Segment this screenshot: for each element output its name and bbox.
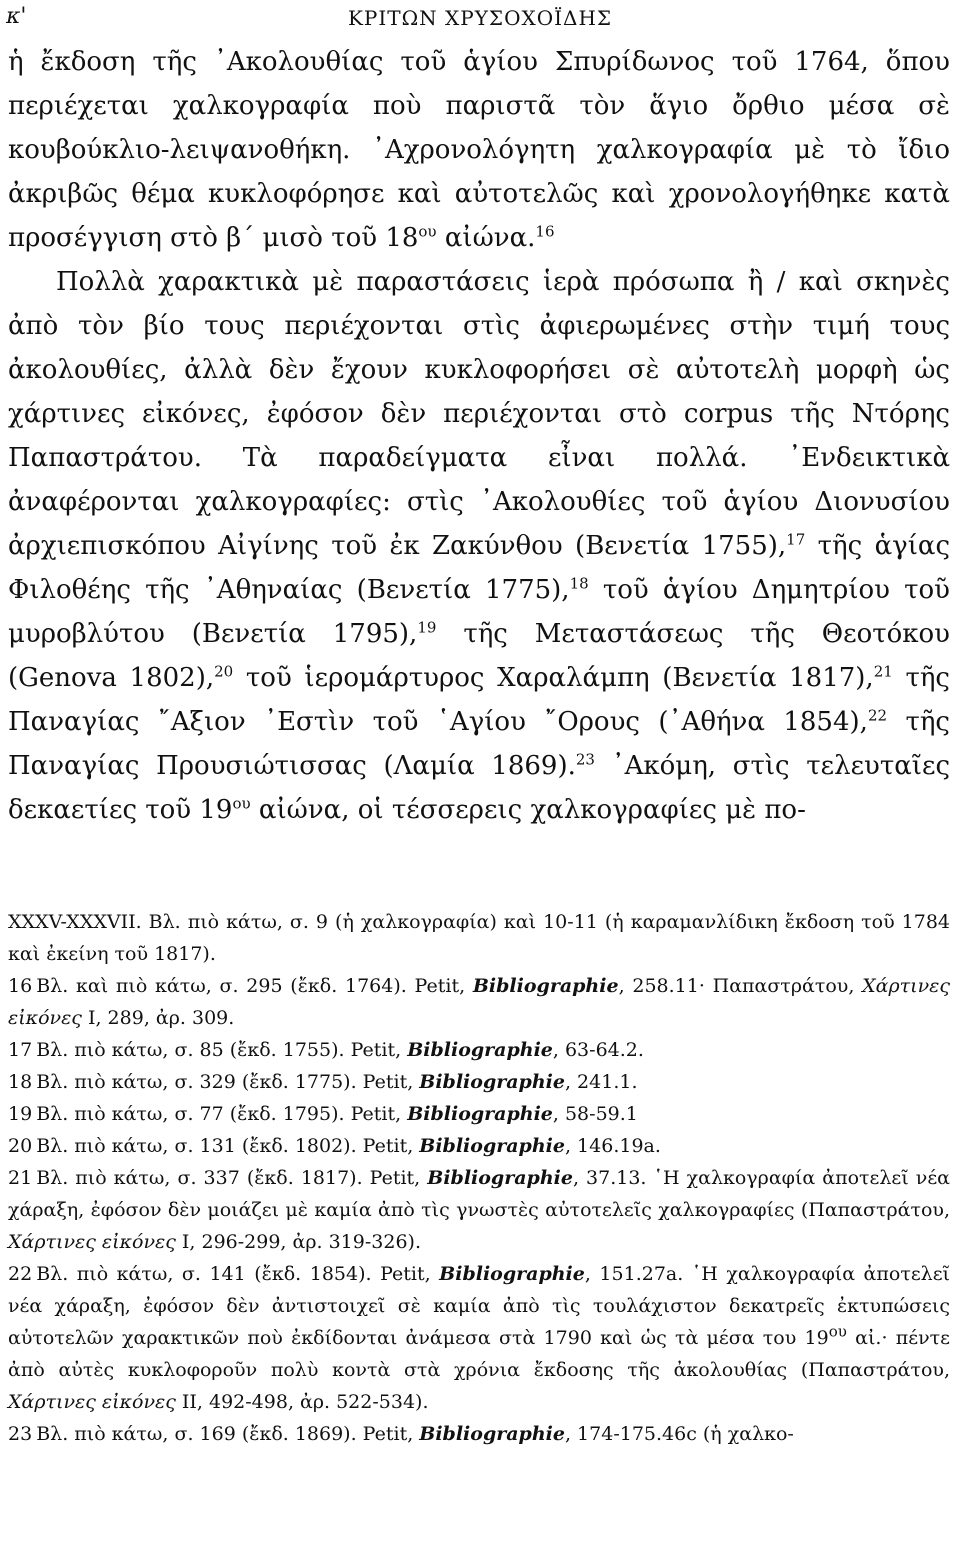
superscript-ou: ου [828,1322,847,1341]
book-title: Χάρτινες εἰκόνες [8,1391,176,1413]
footnote-22 [8,1258,950,1418]
bibliography-title: Bibliographie [427,1167,573,1189]
footnote-text: , 174-175.46c (ἡ χαλκο- [564,1423,794,1445]
footnote-text: Βλ. καὶ πιὸ κάτω, σ. 295 (ἔκδ. 1764). Petit, [36,975,473,997]
footnote-ref-17[interactable]: 17 [786,530,806,549]
footnote-17 [8,1034,950,1066]
footnote-number: 18 [8,1071,33,1093]
footnote-text: I, 296-299, ἀρ. 319-326). [175,1231,421,1253]
footnote-text: Βλ. πιὸ κάτω, σ. 141 (ἔκδ. 1854). Petit, [36,1263,440,1285]
footnote-number: 19 [8,1103,33,1125]
bibliography-title: Bibliographie [419,1135,565,1157]
footnote-text: Βλ. πιὸ κάτω, σ. 329 (ἔκδ. 1775). Petit, [36,1071,420,1093]
page-number: κ' [6,4,27,29]
main-text [8,40,950,832]
paragraph-2 [8,260,950,832]
footnote-number: 17 [8,1039,33,1061]
footnote-text: II, 492-498, ἀρ. 522-534). [175,1391,429,1413]
footnote-18 [8,1066,950,1098]
footnote-ref-20[interactable]: 20 [214,662,234,681]
footnote-text: , 63-64.2. [552,1039,644,1061]
superscript-ou: ου [232,794,251,813]
footnote-ref-21[interactable]: 21 [873,662,893,681]
footnote-text: Βλ. πιὸ κάτω, σ. 169 (ἔκδ. 1869). Petit, [36,1423,420,1445]
paragraph-1-text-b: αἰώνα. [436,223,536,253]
paragraph-2-text-a: Πολλὰ χαρακτικὰ μὲ παραστάσεις ἱερὰ πρόσωπα ἢ / καὶ σκηνὲς ἀπὸ τὸν βίο τους περιέχονται στὶς ἀφιερωμένες στὴν τιμή τους ἀκολουθίες, ἀλλὰ δὲν ἔχουν κυκλοφορήσει σὲ αὐτοτελὴ μορφὴ ὡς χάρτινες εἰκόνες, ἐφόσον δὲν περιέχονται στὸ corpus τῆς Ντόρης Παπαστράτου. Τὰ παραδείγματα εἶναι πολλά. ᾿Ενδεικτικὰ ἀναφέρονται χαλκογραφίες: στὶς ᾿Ακολουθίες τοῦ ἁγίου Διονυσίου ἀρχιεπισκόπου Αἰγίνης τοῦ ἐκ Ζακύνθου (Βενετία 1755), [8,267,950,561]
footnote-ref-18[interactable]: 18 [569,574,589,593]
footnote-text: , 58-59.1 [552,1103,638,1125]
footnote-ref-19[interactable]: 19 [417,618,437,637]
paragraph-2-text-e: τοῦ ἱερομάρτυρος Χαραλάμπη (Βενετία 1817), [233,663,874,693]
footnote-number: 23 [8,1423,33,1445]
footnote-text: αἰ.· πέντε ἀπὸ αὐτὲς κυκλοφοροῦν πολὺ κοντὰ στὰ χρόνια ἔκδοσης τῆς ἀκολουθίας (Παπαστράτου, [8,1327,950,1381]
footnote-text: I, 289, ἀρ. 309. [81,1007,235,1029]
page-header [0,4,960,38]
footnote-20 [8,1130,950,1162]
paragraph-2-text-c: τοῦ ἁγίου Δημητρίου τοῦ μυροβλύτου (Βενετία 1795), [8,575,950,649]
paragraph-2-text-f: τῆς Παναγίας ῎Αξιον ᾿Εστὶν τοῦ ῾Αγίου ῎Ορους (᾿Αθήνα 1854), [8,663,950,737]
superscript-ou: ου [418,222,437,241]
footnote-text: Βλ. πιὸ κάτω, σ. 131 (ἔκδ. 1802). Petit, [36,1135,420,1157]
footnote-text: Βλ. πιὸ κάτω, σ. 85 (ἔκδ. 1755). Petit, [36,1039,408,1061]
paragraph-2-text-g: τῆς Παναγίας Προυσιώτισσας (Λαμία 1869). [8,707,950,781]
bibliography-title: Bibliographie [407,1039,553,1061]
paragraph-2-text-b: τῆς ἁγίας Φιλοθέης τῆς ᾿Αθηναίας (Βενετία 1775), [8,531,951,605]
bibliography-title: Bibliographie [439,1263,585,1285]
footnote-text: Βλ. πιὸ κάτω, σ. 337 (ἔκδ. 1817). Petit, [36,1167,428,1189]
footnote-number: 21 [8,1167,33,1189]
bibliography-title: Bibliographie [407,1103,553,1125]
footnote-16 [8,970,950,1034]
bibliography-title: Bibliographie [419,1071,565,1093]
paragraph-1 [8,40,950,260]
footnote-text: , 37.13. ῾Η χαλκογραφία ἀποτελεῖ νέα χάραξη, ἐφόσον δὲν μοιάζει μὲ καμία ἀπὸ τὶς γνωστὲς αὐτοτελεῖς χαλκογραφίες (Παπαστράτου, [8,1167,950,1221]
footnote-number: 22 [8,1263,33,1285]
book-title: Χάρτινες εἰκόνες [8,975,950,1029]
footnote-21 [8,1162,950,1258]
footnotes [8,906,950,1450]
paragraph-2-text-h: ᾿Ακόμη, στὶς τελευταῖες δεκαετίες τοῦ 19 [8,751,951,825]
paragraph-1-text-a: ἡ ἔκδοση τῆς ᾿Ακολουθίας τοῦ ἁγίου Σπυρίδωνος τοῦ 1764, ὅπου περιέχεται χαλκογραφία ποὺ παριστᾶ τὸν ἅγιο ὄρθιο μέσα σὲ κουβούκλιο-λειψανοθήκη. ᾿Αχρονολόγητη χαλκογραφία μὲ τὸ ἴδιο ἀκριβῶς θέμα κυκλοφόρησε καὶ αὐτοτελῶς καὶ χρονολογήθηκε κατὰ προσέγγιση στὸ β΄ μισὸ τοῦ 18 [8,47,950,253]
book-title: Χάρτινες εἰκόνες [8,1231,176,1253]
footnote-ref-23[interactable]: 23 [575,750,595,769]
footnote-number: 16 [8,975,33,997]
paragraph-2-text-i: αἰώνα, οἱ τέσσερεις χαλκογραφίες μὲ πο- [250,795,806,825]
footnote-text: , 241.1. [564,1071,638,1093]
footnote-text: Βλ. πιὸ κάτω, σ. 77 (ἔκδ. 1795). Petit, [36,1103,408,1125]
footnote-continued: XXXV-XXXVII. Βλ. πιὸ κάτω, σ. 9 (ἡ χαλκογραφία) καὶ 10-11 (ἡ καραμανλίδικη ἔκδοση τοῦ 1784 καὶ ἐκείνη τοῦ 1817). [8,911,950,965]
bibliography-title: Bibliographie [419,1423,565,1445]
footnote-ref-16[interactable]: 16 [535,222,555,241]
footnote-text: , 151.27a. ῾Η χαλκογραφία ἀποτελεῖ νέα χάραξη, ἐφόσον δὲν ἀντιστοιχεῖ σὲ καμία ἀπὸ τὶς τουλάχιστον δεκατρεῖς ἐκτυπώσεις αὐτοτελῶν χαρακτικῶν ποὺ ἐκδίδονται ἀνάμεσα στὰ 1790 καὶ ὡς τὰ μέσα του 19 [8,1263,951,1349]
footnote-text: , 146.19a. [564,1135,661,1157]
running-head: ΚΡΙΤΩΝ ΧΡΥΣΟΧΟΪΔΗΣ [347,6,613,30]
footnote-ref-22[interactable]: 22 [867,706,888,725]
footnote-23 [8,1418,950,1450]
footnote-19 [8,1098,950,1130]
paragraph-2-text-d: τῆς Μεταστάσεως τῆς Θεοτόκου (Genova 1802), [8,619,950,693]
footnote-text: , 258.11· Παπαστράτου, [618,975,863,997]
bibliography-title: Bibliographie [472,975,619,997]
footnote-number: 20 [8,1135,33,1157]
